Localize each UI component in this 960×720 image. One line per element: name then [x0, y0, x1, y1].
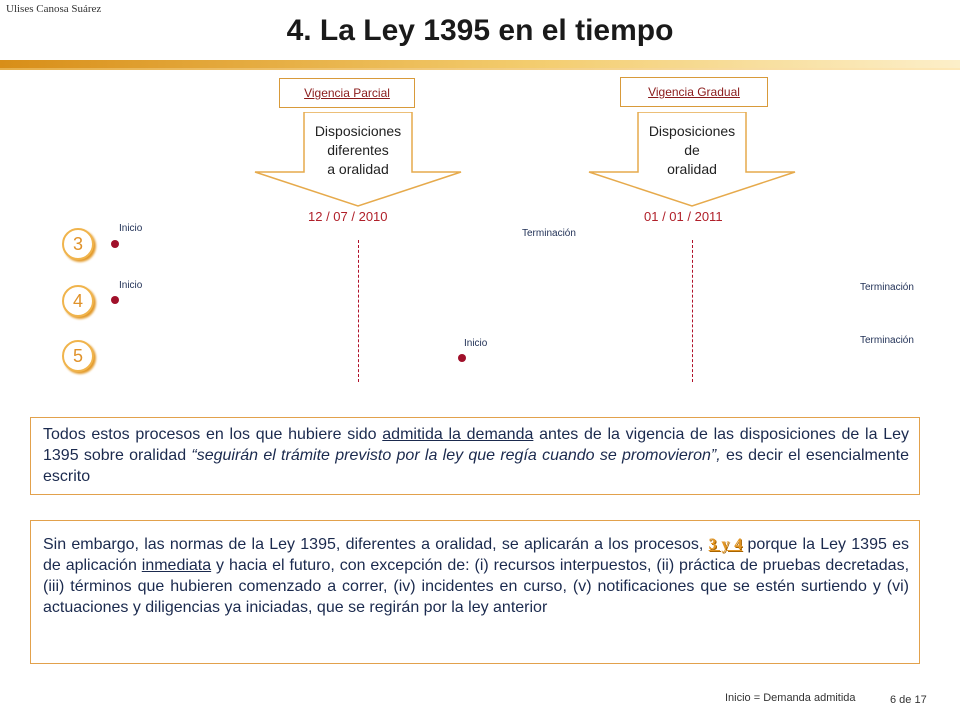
vigencia-parcial-label [279, 78, 415, 108]
row-5-start-dot [458, 354, 466, 362]
process-number-3: 3 [62, 228, 94, 260]
row-5-start-label: Inicio [464, 338, 488, 349]
box1-text-2: antes de la vigencia de las disposiciones de la Ley 1395 sobre oralidad [43, 426, 910, 464]
box1-quote: “seguirán el trámite previsto por la ley que regía cuando se promovieron”, [191, 447, 721, 464]
box1-underlined-text: admitida la demanda [382, 426, 534, 443]
left-arrow-line-2: diferentes [327, 142, 389, 158]
process-number-5: 5 [62, 340, 94, 372]
row-4-start-label: Inicio [119, 280, 143, 291]
process-number-4: 4 [62, 285, 94, 317]
row-5-end-label: Terminación [860, 335, 914, 346]
explanation-box-1 [30, 417, 920, 495]
vigencia-parcial-marker [358, 240, 359, 382]
row-3-start-dot [111, 240, 119, 248]
slide-title: 4. La Ley 1395 en el tiempo [286, 14, 674, 47]
vigencia-gradual-text: Vigencia Gradual [648, 85, 740, 99]
box2-text-2: porque la Ley 1395 es de aplicación [43, 536, 910, 574]
row-3-start-label: Inicio [119, 223, 143, 234]
vigencia-gradual-label [620, 77, 768, 107]
row-4-end-label: Terminación [860, 282, 914, 293]
right-arrow-line-3: oralidad [667, 161, 717, 177]
right-arrow-line-1: Disposiciones [648, 123, 736, 139]
row-3-end-label: Terminación [522, 228, 576, 239]
row-4-start-dot [111, 296, 119, 304]
left-arrow-line-1: Disposiciones [314, 123, 402, 139]
date-left: 12 / 07 / 2010 [308, 209, 388, 224]
box2-highlight-processes: 3 y 4 [708, 536, 743, 553]
author-name: Ulises Canosa Suárez [6, 3, 102, 15]
date-right: 01 / 01 / 2011 [644, 209, 723, 224]
title-underline-shadow [0, 68, 960, 70]
right-arrow-text [632, 122, 752, 179]
box1-text-3: es decir el esencialmente escrito [43, 447, 910, 485]
vigencia-parcial-text: Vigencia Parcial [304, 86, 390, 100]
box2-underlined-text: inmediata [141, 557, 212, 574]
title-underline-bar [0, 60, 960, 68]
box2-text-3: y hacia el futuro, con excepción de: (i) recursos interpuestos, (ii) práctica de pruebas decretadas, (iii) términos que hubieren comenzado a correr, (iv) incidentes en curso, (v) notificaciones que se estén surtiendo y (vi) actuaciones y diligencias ya iniciadas, que se regirán por la ley anterior [43, 557, 910, 616]
footer-note: Inicio = Demanda admitida [725, 692, 856, 704]
left-arrow-line-3: a oralidad [327, 161, 389, 177]
left-arrow-text [298, 122, 418, 179]
page-number: 6 de 17 [890, 694, 927, 706]
vigencia-gradual-marker [692, 240, 693, 382]
box1-text-1: Todos estos procesos en los que hubiere sido [43, 426, 383, 443]
box2-text-1: Sin embargo, las normas de la Ley 1395, diferentes a oralidad, se aplicarán a los procesos, [43, 536, 709, 553]
explanation-box-2 [30, 520, 920, 664]
right-arrow-line-2: de [684, 142, 700, 158]
